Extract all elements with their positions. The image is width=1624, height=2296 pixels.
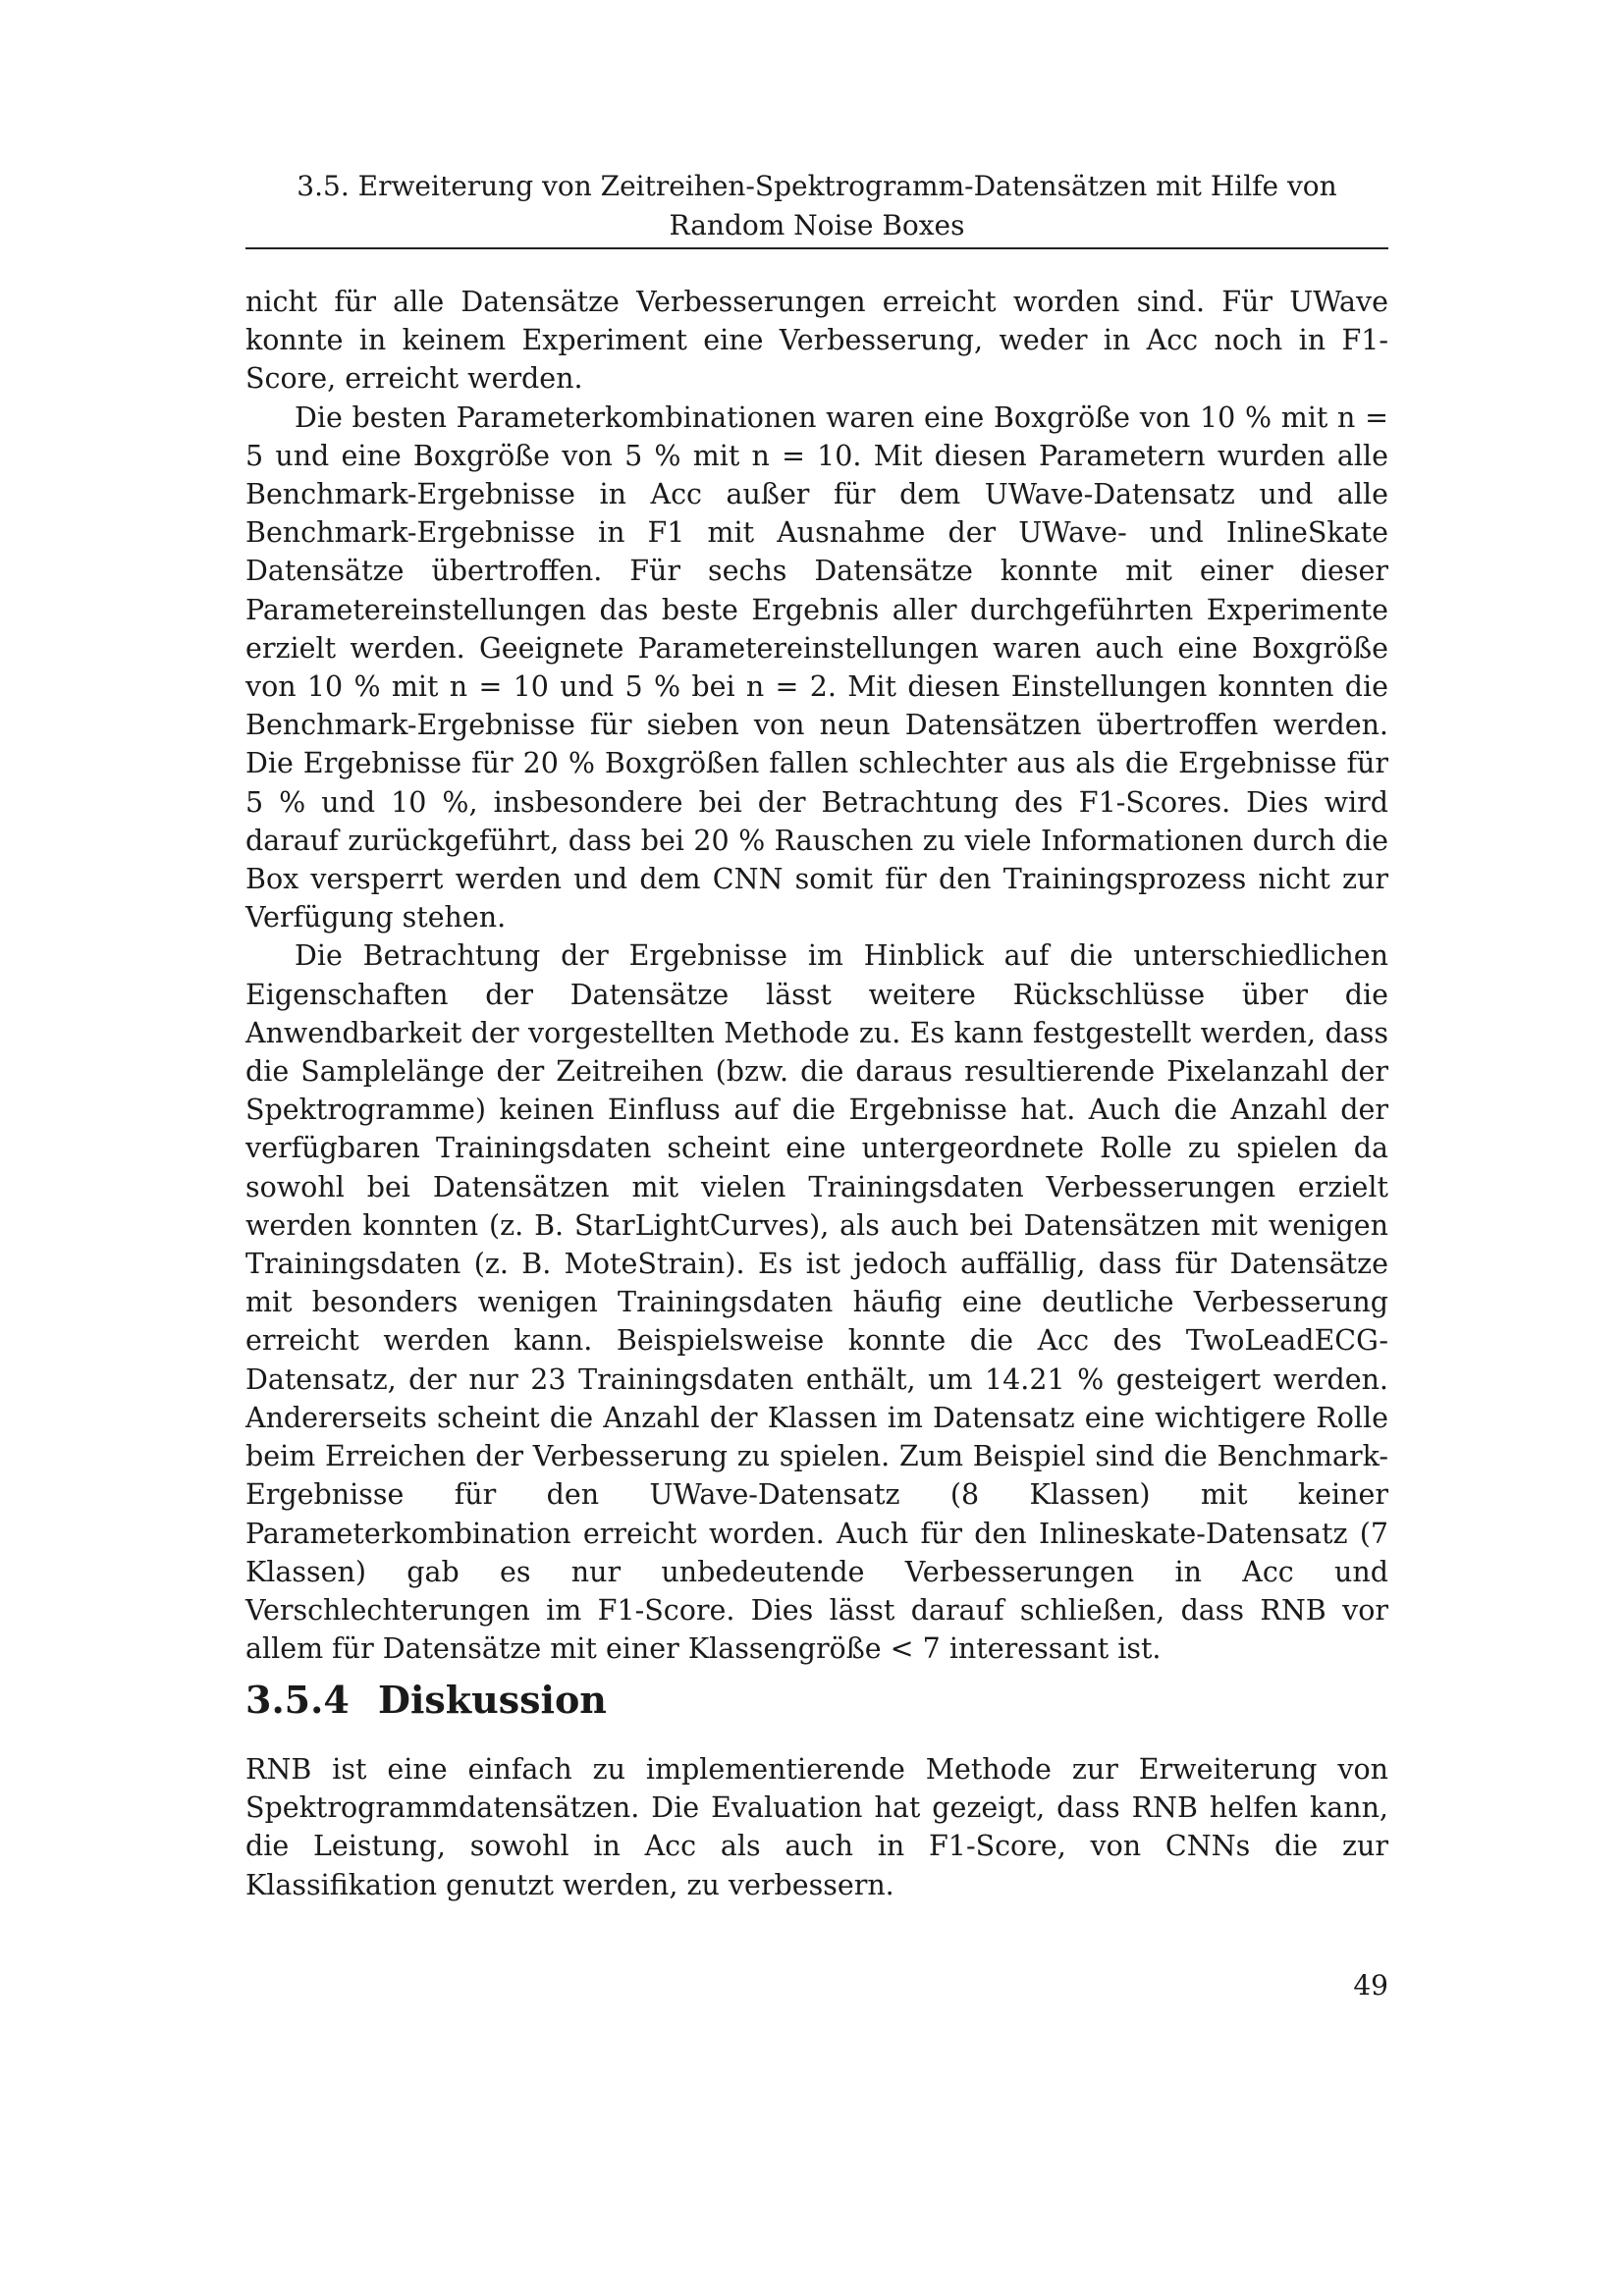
page-number: 49 bbox=[1353, 1969, 1388, 2002]
running-header-line-2: Random Noise Boxes bbox=[669, 209, 965, 241]
paragraph-dataset-properties: Die Betrachtung der Ergebnisse im Hinblick auf die unterschiedlichen Eigenschaften der Datensätze lässt weitere Rückschlüsse über die Anwendbarkeit der vorgestellten Methode zu. Es kann festgestellt werden, dass die Samplelänge der Zeitreihen (bzw. die daraus resultierende Pixelanzahl der Spektrogramme) keinen Einfluss auf die Ergebnisse hat. Auch die Anzahl der verfügbaren Trainingsdaten scheint eine untergeordnete Rolle zu spielen da sowohl bei Datensätzen mit vielen Trainingsdaten Verbesserungen erzielt werden konnten (z. B. StarLightCurves), als auch bei Datensätzen mit wenigen Trainingsdaten (z. B. MoteStrain). Es ist jedoch auffällig, dass für Datensätze mit besonders wenigen Trainingsdaten häufig eine deutliche Verbesserung erreicht werden kann. Beispielsweise konnte die Acc des TwoLeadECG-Datensatz, der nur 23 Trainingsdaten enthält, um 14.21 % gesteigert werden. Andererseits scheint die Anzahl der Klassen im Datensatz eine wichtigere Rolle beim Erreichen der Verbesserung zu spielen. Zum Beispiel sind die Benchmark-Ergebnisse für den UWave-Datensatz (8 Klassen) mit keiner Parameterkombination erreicht worden. Auch für den Inlineskate-Datensatz (7 Klassen) gab es nur unbedeutende Verbesserungen in Acc und Verschlechterungen im F1-Score. Dies lässt darauf schließen, dass RNB vor allem für Datensätze mit einer Klassengröße < 7 interessant ist. bbox=[245, 939, 1388, 1666]
header-rule bbox=[245, 247, 1388, 249]
section-heading bbox=[245, 1675, 1388, 1726]
running-header bbox=[245, 167, 1388, 245]
paragraph-discussion: RNB ist eine einfach zu implementierende Methode zur Erweiterung von Spektrogrammdatensätzen. Die Evaluation hat gezeigt, dass RNB helfen kann, die Leistung, sowohl in Acc als auch in F1-Score, von CNNs die zur Klassifikation genutzt werden, zu verbessern. bbox=[245, 1753, 1388, 1901]
paragraph-parameters: Die besten Parameterkombinationen waren eine Boxgröße von 10 % mit n = 5 und eine Boxgröße von 5 % mit n = 10. Mit diesen Parametern wurden alle Benchmark-Ergebnisse in Acc außer für dem UWave-Datensatz und alle Benchmark-Ergebnisse in F1 mit Ausnahme der UWave- und InlineSkate Datensätze übertroffen. Für sechs Datensätze konnte mit einer dieser Parametereinstellungen das beste Ergebnis aller durchgeführten Experimente erzielt werden. Geeignete Parametereinstellungen waren auch eine Boxgröße von 10 % mit n = 10 und 5 % bei n = 2. Mit diesen Einstellungen konnten die Benchmark-Ergebnisse für sieben von neun Datensätzen übertroffen werden. Die Ergebnisse für 20 % Boxgrößen fallen schlechter aus als die Ergebnisse für 5 % und 10 %, insbesondere bei der Betrachtung des F1-Scores. Dies wird darauf zurückgeführt, dass bei 20 % Rauschen zu viele Informationen durch die Box versperrt werden und dem CNN somit für den Trainingsprozess nicht zur Verfügung stehen. bbox=[245, 400, 1388, 934]
paragraph-continuation: nicht für alle Datensätze Verbesserungen erreicht worden sind. Für UWave konnte in keinem Experiment eine Verbesserung, weder in Acc noch in F1-Score, erreicht werden. bbox=[245, 286, 1388, 396]
section-title: Diskussion bbox=[378, 1678, 607, 1722]
section-number: 3.5.4 bbox=[245, 1678, 350, 1722]
running-header-line-1: 3.5. Erweiterung von Zeitreihen-Spektrogramm-Datensätzen mit Hilfe von bbox=[297, 170, 1337, 202]
section-body bbox=[245, 1750, 1388, 1904]
body-text bbox=[245, 283, 1388, 1668]
